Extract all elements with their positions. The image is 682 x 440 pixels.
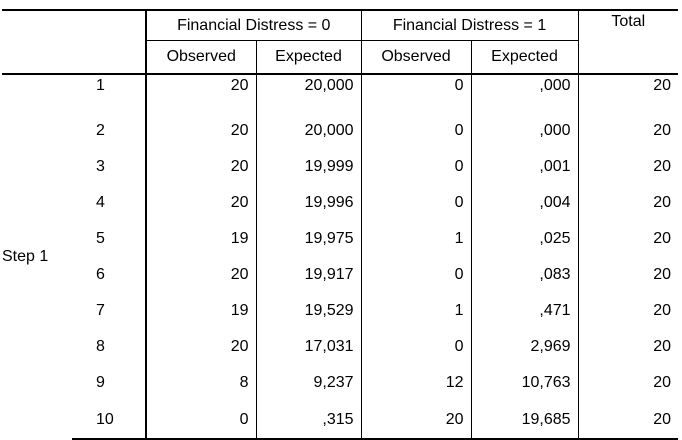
contingency-table xyxy=(2,9,678,440)
observed-0-cell: 20 xyxy=(146,185,256,221)
observed-1-cell: 0 xyxy=(361,113,471,149)
table-row xyxy=(2,221,678,257)
observed-1-cell: 20 xyxy=(361,401,471,439)
table-body xyxy=(2,74,678,439)
table-row xyxy=(2,113,678,149)
expected-1-cell: 2,969 xyxy=(471,329,578,365)
observed-0-cell: 20 xyxy=(146,149,256,185)
table-row xyxy=(2,293,678,329)
expected-0-cell: 20,000 xyxy=(256,74,361,113)
expected-0-cell: 19,996 xyxy=(256,185,361,221)
observed-1-cell: 12 xyxy=(361,365,471,401)
table-row xyxy=(2,365,678,401)
expected-1-cell: ,000 xyxy=(471,74,578,113)
table-row xyxy=(2,329,678,365)
observed-1-cell: 1 xyxy=(361,221,471,257)
total-cell: 20 xyxy=(578,401,678,439)
observed-1-cell: 1 xyxy=(361,293,471,329)
row-index: 4 xyxy=(96,194,105,211)
header-expected-0: Expected xyxy=(256,41,361,75)
expected-0-cell: 17,031 xyxy=(256,329,361,365)
header-total: Total xyxy=(578,10,678,74)
header-observed-1: Observed xyxy=(361,41,471,75)
row-index: 9 xyxy=(96,374,105,391)
total-cell: 20 xyxy=(578,185,678,221)
total-cell: 20 xyxy=(578,113,678,149)
observed-0-cell: 0 xyxy=(146,401,256,439)
observed-1-cell: 0 xyxy=(361,185,471,221)
expected-0-cell: 19,975 xyxy=(256,221,361,257)
expected-1-cell: ,471 xyxy=(471,293,578,329)
expected-1-cell: ,000 xyxy=(471,113,578,149)
observed-0-cell: 20 xyxy=(146,74,256,113)
header-corner xyxy=(2,10,146,74)
total-cell: 20 xyxy=(578,329,678,365)
step-label: Step 1 xyxy=(2,248,49,265)
expected-1-cell: 10,763 xyxy=(471,365,578,401)
row-index: 10 xyxy=(72,401,146,439)
row-index: 5 xyxy=(96,230,105,247)
row-index: 6 xyxy=(96,266,105,283)
header-row-groups xyxy=(2,10,678,41)
observed-1-cell: 0 xyxy=(361,149,471,185)
expected-1-cell: 19,685 xyxy=(471,401,578,439)
row-index: 7 xyxy=(96,302,105,319)
table-row xyxy=(2,74,678,113)
total-cell: 20 xyxy=(578,74,678,113)
header-group-distress-0: Financial Distress = 0 xyxy=(146,10,361,41)
observed-0-cell: 20 xyxy=(146,329,256,365)
row-index: 8 xyxy=(96,338,105,355)
row-index: 2 xyxy=(96,122,105,139)
table-row xyxy=(2,401,678,439)
header-expected-1: Expected xyxy=(471,41,578,75)
total-cell: 20 xyxy=(578,257,678,293)
observed-0-cell: 20 xyxy=(146,257,256,293)
observed-0-cell: 19 xyxy=(146,293,256,329)
row-index: 1 xyxy=(96,77,105,94)
observed-1-cell: 0 xyxy=(361,329,471,365)
table-row xyxy=(2,257,678,293)
observed-0-cell: 8 xyxy=(146,365,256,401)
expected-0-cell: 9,237 xyxy=(256,365,361,401)
expected-0-cell: 19,999 xyxy=(256,149,361,185)
total-cell: 20 xyxy=(578,221,678,257)
row-index: 3 xyxy=(96,158,105,175)
observed-1-cell: 0 xyxy=(361,257,471,293)
expected-1-cell: ,025 xyxy=(471,221,578,257)
expected-1-cell: ,001 xyxy=(471,149,578,185)
total-cell: 20 xyxy=(578,149,678,185)
expected-0-cell: 19,529 xyxy=(256,293,361,329)
expected-1-cell: ,004 xyxy=(471,185,578,221)
observed-0-cell: 20 xyxy=(146,113,256,149)
total-cell: 20 xyxy=(578,365,678,401)
observed-1-cell: 0 xyxy=(361,74,471,113)
header-group-distress-1: Financial Distress = 1 xyxy=(361,10,578,41)
table-row xyxy=(2,185,678,221)
expected-0-cell: ,315 xyxy=(256,401,361,439)
table-row xyxy=(2,149,678,185)
expected-1-cell: ,083 xyxy=(471,257,578,293)
observed-0-cell: 19 xyxy=(146,221,256,257)
header-observed-0: Observed xyxy=(146,41,256,75)
total-cell: 20 xyxy=(578,293,678,329)
expected-0-cell: 20,000 xyxy=(256,113,361,149)
expected-0-cell: 19,917 xyxy=(256,257,361,293)
